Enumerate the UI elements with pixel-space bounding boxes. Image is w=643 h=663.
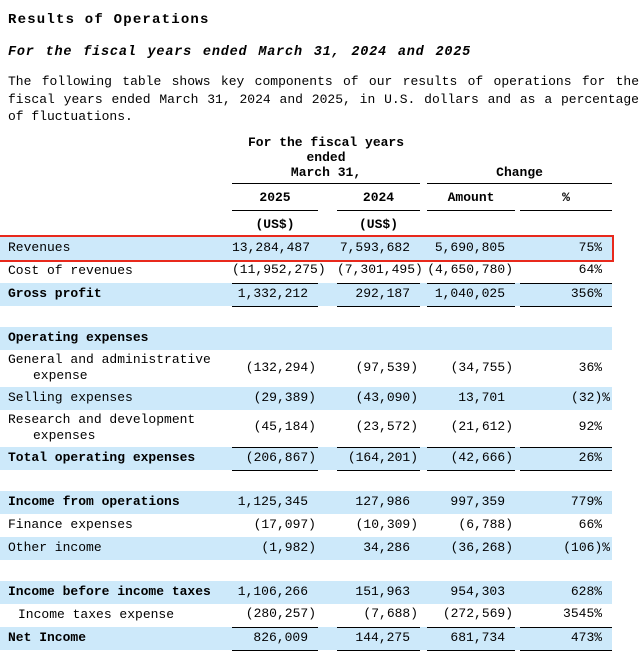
section-subtitle: For the fiscal years ended March 31, 2024 and 2025: [8, 45, 472, 60]
cell-2025: (17,097): [253, 516, 316, 532]
cell-2025: 13,284,487: [232, 237, 318, 260]
cell-2025: (1,982): [232, 537, 318, 560]
column-gap: [420, 514, 427, 537]
col-header-percent: %: [520, 183, 612, 210]
column-gap: [318, 627, 337, 650]
cell-change-amount: (21,612): [427, 410, 515, 447]
column-gap: [420, 350, 427, 387]
table-row: [0, 410, 612, 447]
column-gap: [420, 327, 427, 350]
row-label: Income from operations: [0, 491, 232, 514]
cell-2025: 1,125,345: [232, 491, 318, 514]
column-gap: [420, 604, 427, 627]
cell-2025: (280,257): [232, 604, 318, 627]
column-gap: [318, 410, 337, 447]
intro-paragraph: The following table shows key components of our results of operations for the fiscal years ended March 31, 2024 and 2025, in U.S. dollars and as a percentage of fluctuations.: [8, 74, 639, 124]
cell-change-percent: [520, 327, 612, 350]
cell-2025: (29,389): [232, 387, 318, 410]
table-row: [0, 581, 612, 604]
page-title: Results of Operations: [8, 12, 210, 28]
cell-2024: (23,572): [337, 410, 420, 447]
cell-change-percent: (32)%: [520, 387, 612, 410]
column-gap: [420, 410, 427, 447]
column-gap: [318, 350, 337, 387]
header-gap: [318, 210, 337, 237]
spacer-row: [0, 306, 612, 327]
header-columns-row: [0, 183, 612, 210]
row-label: Gross profit: [0, 283, 232, 306]
cell-change-amount: 5,690,805: [427, 237, 515, 260]
header-empty-cell: [427, 210, 515, 237]
row-label: Income before income taxes: [0, 581, 232, 604]
cell-2024: (164,201): [337, 447, 420, 470]
table-row: [0, 491, 612, 514]
row-label: Research and development expenses: [8, 412, 196, 443]
cell-change-amount: 1,040,025: [427, 283, 515, 306]
table-row: [0, 514, 612, 537]
cell-change-percent: 779%: [520, 491, 612, 514]
header-empty-cell: [0, 135, 232, 184]
header-gap: [420, 210, 427, 237]
column-gap: [318, 387, 337, 410]
row-label: Selling expenses: [0, 387, 232, 410]
row-label: Income taxes expense: [18, 607, 175, 622]
fiscal-years-group-header: [232, 135, 420, 184]
cell-change-amount: (34,755): [450, 359, 514, 375]
cell-2025: 1,106,266: [232, 581, 318, 604]
cell-2024: (7,301,495): [337, 260, 420, 283]
header-group-row: [0, 135, 612, 184]
column-gap: [420, 581, 427, 604]
fiscal-years-line1: For the fiscal years: [248, 134, 405, 150]
header-empty-cell: [0, 210, 232, 237]
row-label: General and administrative expense: [8, 352, 211, 383]
cell-2024: (10,309): [355, 516, 419, 532]
column-gap: [318, 537, 337, 560]
results-of-operations-table: [0, 135, 612, 651]
highlighted-row: [0, 237, 612, 260]
cell-change-percent: 36%: [578, 359, 603, 375]
header-gap: [420, 135, 427, 184]
cell-2025: (45,184): [232, 410, 318, 447]
change-label: Change: [496, 164, 543, 180]
units-label-2025: (US$): [255, 217, 295, 232]
spacer-cell: [0, 560, 612, 581]
cell-change-amount: 997,359: [427, 491, 515, 514]
col-header-2025: 2025: [232, 183, 318, 210]
column-gap: [420, 537, 427, 560]
table-row: [0, 387, 612, 410]
cell-change-percent: 3545%: [520, 604, 612, 627]
header-empty-cell: [0, 183, 232, 210]
cell-2024: 34,286: [337, 537, 420, 560]
column-gap: [420, 491, 427, 514]
cell-change-amount: [427, 327, 515, 350]
row-label: Finance expenses: [8, 517, 133, 532]
column-gap: [318, 604, 337, 627]
column-gap: [318, 491, 337, 514]
header-units-row: [0, 210, 612, 237]
fiscal-years-line2: ended: [306, 149, 346, 165]
cell-change-percent: 92%: [520, 410, 612, 447]
units-label-2024: (US$): [359, 217, 399, 232]
column-gap: [420, 283, 427, 306]
cell-change-percent: (106)%: [520, 537, 612, 560]
cell-2024: (43,090): [337, 387, 420, 410]
spacer-cell: [0, 470, 612, 491]
change-group-header: [427, 135, 612, 184]
row-label: Net Income: [0, 627, 232, 650]
cell-2024: (97,539): [355, 359, 419, 375]
column-gap: [318, 447, 337, 470]
header-empty-cell: [520, 210, 612, 237]
column-gap: [318, 581, 337, 604]
column-gap: [420, 447, 427, 470]
table-row: [0, 327, 612, 350]
cell-2024: [337, 327, 420, 350]
table-row: [0, 537, 612, 560]
cell-change-amount: (6,788): [458, 516, 514, 532]
cell-change-percent: 356%: [520, 283, 612, 306]
column-gap: [420, 627, 427, 650]
row-label: Total operating expenses: [0, 447, 232, 470]
cell-2025: (132,294): [245, 359, 316, 375]
cell-change-amount: (42,666): [427, 447, 515, 470]
table-row: [0, 604, 612, 627]
table-row: [0, 447, 612, 470]
cell-2025: (206,867): [232, 447, 318, 470]
cell-2025: (11,952,275): [232, 260, 318, 283]
cell-change-amount: 681,734: [427, 627, 515, 650]
column-gap: [420, 237, 427, 260]
cell-change-percent: 26%: [520, 447, 612, 470]
row-label: Operating expenses: [0, 327, 232, 350]
spacer-row: [0, 560, 612, 581]
cell-change-percent: 66%: [578, 516, 603, 532]
table-row: [0, 260, 612, 283]
row-label: Revenues: [0, 237, 232, 260]
cell-2024: 292,187: [337, 283, 420, 306]
cell-change-amount: 13,701: [427, 387, 515, 410]
cell-change-amount: (272,569): [427, 604, 515, 627]
cell-2025: 1,332,212: [232, 283, 318, 306]
cell-2024: (7,688): [337, 604, 420, 627]
cell-change-percent: 64%: [520, 260, 612, 283]
cell-2024: 151,963: [337, 581, 420, 604]
cell-change-amount: 954,303: [427, 581, 515, 604]
cell-2024: 127,986: [337, 491, 420, 514]
cell-change-percent: 75%: [520, 237, 612, 260]
cell-change-percent: 628%: [520, 581, 612, 604]
table-row: [0, 283, 612, 306]
table-body: [0, 237, 612, 650]
spacer-row: [0, 470, 612, 491]
column-gap: [420, 387, 427, 410]
cell-change-amount: (4,650,780): [427, 260, 515, 283]
header-gap: [318, 183, 337, 210]
col-header-amount: Amount: [427, 183, 515, 210]
spacer-cell: [0, 306, 612, 327]
column-gap: [318, 237, 337, 260]
cell-2024: 7,593,682: [337, 237, 420, 260]
cell-2025: [232, 327, 318, 350]
row-label: Other income: [0, 537, 232, 560]
column-gap: [318, 283, 337, 306]
cell-2025: 826,009: [232, 627, 318, 650]
fiscal-years-line3: March 31,: [290, 164, 362, 180]
column-gap: [318, 327, 337, 350]
cell-change-percent: 473%: [520, 627, 612, 650]
row-label: Cost of revenues: [8, 263, 133, 278]
cell-2024: 144,275: [337, 627, 420, 650]
col-header-2024: 2024: [337, 183, 420, 210]
table-row: [0, 350, 612, 387]
header-gap: [420, 183, 427, 210]
table-row: [0, 627, 612, 650]
cell-change-amount: (36,268): [427, 537, 515, 560]
column-gap: [318, 514, 337, 537]
